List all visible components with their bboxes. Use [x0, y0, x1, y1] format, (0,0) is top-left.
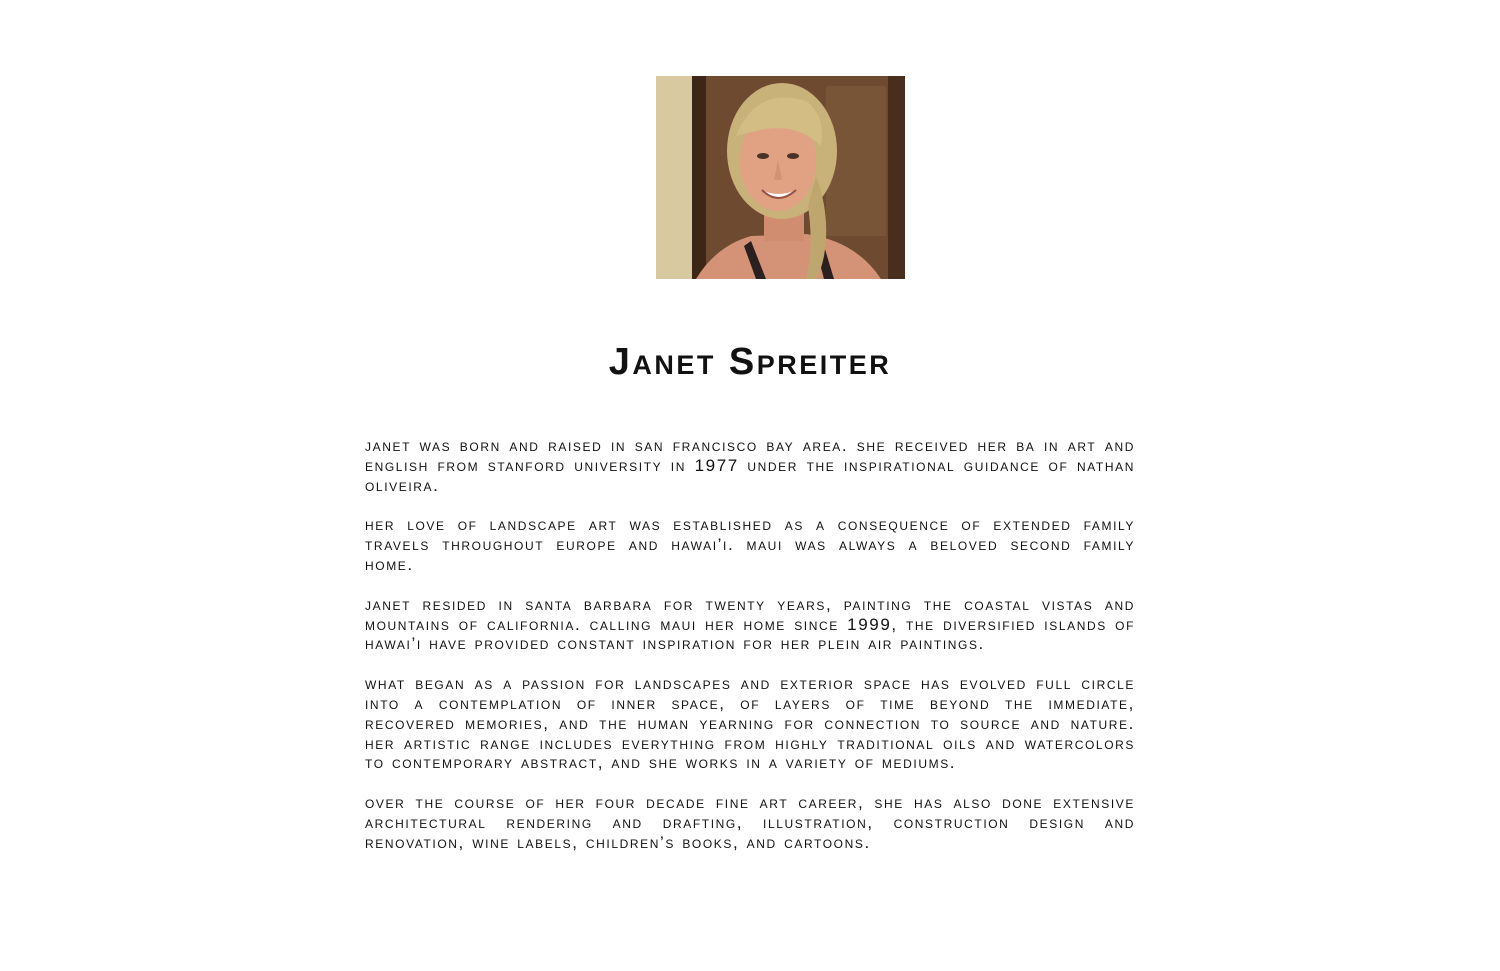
- bio-paragraph: janet was born and raised in san francisco bay area. she received her ba in art and english from stanford university in 1977 under the inspirational guidance of nathan oliveira.: [365, 436, 1135, 495]
- biography: [365, 436, 1135, 873]
- artist-name: Janet Spreiter: [608, 341, 892, 383]
- bio-paragraph: janet resided in santa barbara for twenty years, painting the coastal vistas and mountains of california. calling maui her home since 1999, the diversified islands of hawai’i have provided constant inspiration for her plein air paintings.: [365, 594, 1135, 654]
- bio-paragraph: over the course of her four decade fine art career, she has also done extensive architectural rendering and drafting, illustration, construction design and renovation, wine labels, children’s books, and cartoons.: [365, 793, 1135, 852]
- bio-paragraph: what began as a passion for landscapes and exterior space has evolved full circle into a contemplation of inner space, of layers of time beyond the immediate, recovered memories, and the human yearning for connection to source and nature. her artistic range includes everything from highly traditional oils and watercolors to contemporary abstract, and she works in a variety of mediums.: [365, 674, 1135, 773]
- portrait-photo: [656, 76, 905, 279]
- bio-paragraph: her love of landscape art was established as a consequence of extended family travels throughout europe and hawai’i. maui was always a beloved second family home.: [365, 515, 1135, 574]
- portrait-illustration: [656, 76, 905, 279]
